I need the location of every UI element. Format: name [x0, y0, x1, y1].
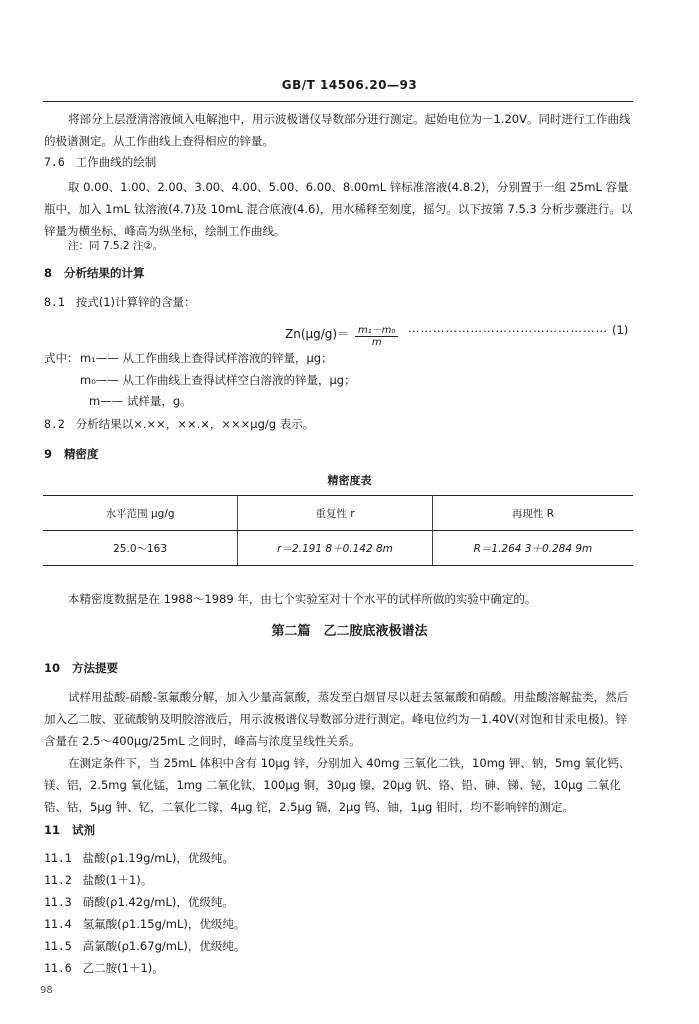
reagent-item — [44, 850, 234, 866]
table-header-cell: 再现性 R — [432, 496, 633, 531]
reagent-item — [44, 872, 152, 888]
section-8-1-line — [44, 294, 196, 310]
section-number: 8.2 — [44, 417, 65, 431]
section-text: 按式(1)计算锌的含量： — [75, 295, 196, 309]
where-item: m₀—— 从工作曲线上查得试样空白溶液的锌量，μg； — [80, 373, 356, 387]
formula-denominator: m — [371, 337, 382, 348]
zinc-formula — [285, 321, 398, 348]
section-10-paragraph-2: 在测定条件下，当 25mL 体积中含有 10μg 锌，分别加入 40mg 三氧化二铁，10mg 钾、钠，5mg 氧化钙、镁、铝，2.5mg 氧化锰，1mg 二氧化钛，100μg 铜，30μg 镍，20μg 钒、铬、铅、砷、锑、铋，10μg 二氧化锆、钴，5μg 钟、钇，二氧化二镓，4μg 铊，2.5μg 镉，2μg 钨、铀，1μg 钼时，均不影响锌的测定。 — [44, 756, 631, 814]
reagent-number: 11.4 — [44, 917, 72, 931]
section-text: 分析结果以×.××，××.×，×××μg/g 表示。 — [75, 417, 315, 431]
section-title: 工作曲线的绘制 — [75, 155, 157, 169]
table-cell: r＝2.191 8＋0.142 8m — [238, 531, 433, 566]
section-7-6-note: 注：同 7.5.2 注②。 — [68, 240, 164, 252]
page-number: 98 — [40, 985, 53, 996]
document-header: GB/T 14506.20—93 — [281, 78, 418, 92]
precision-note: 本精密度数据是在 1988～1989 年，由七个实验室对十个水平的试样所做的实验中确定的。 — [68, 592, 537, 606]
reagent-number: 11.6 — [44, 961, 72, 975]
reagent-number: 11.3 — [44, 895, 72, 909]
table-header-cell: 重复性 r — [238, 496, 433, 531]
reagent-text: 氢氟酸(ρ1.15g/mL)，优级纯。 — [82, 917, 246, 931]
section-8-2-line — [44, 416, 314, 432]
reagent-item — [44, 960, 164, 976]
part-2-title: 第二篇 乙二胺底液极谱法 — [271, 624, 428, 639]
section-title: 精密度 — [64, 447, 99, 461]
precision-table — [43, 495, 633, 566]
formula-leader-dots: ………………………………………… — [408, 321, 608, 335]
section-title: 方法提要 — [72, 661, 119, 675]
table-row — [43, 531, 633, 566]
table-header-cell: 水平范围 μg/g — [43, 496, 238, 531]
section-8-heading — [44, 265, 145, 281]
reagent-number: 11.5 — [44, 939, 72, 953]
section-number: 10 — [44, 661, 61, 675]
reagent-text: 盐酸(1＋1)。 — [82, 873, 153, 887]
section-7-6-heading — [44, 154, 156, 170]
section-number: 9 — [44, 447, 53, 461]
section-7-6-body-paragraph: 取 0.00、1.00、2.00、3.00、4.00、5.00、6.00、8.00mL 锌标准溶液(4.8.2)，分别置于一组 25mL 容量瓶中，加入 1mL 钛溶液(4.7)及 10mL 混合底液(4.6)，用水稀释至刻度，摇匀。以下按第 7.5.3 分析步骤进行。以锌量为横坐标，峰高为纵坐标，绘制工作曲线。 — [44, 180, 633, 238]
header-rule — [43, 101, 633, 102]
table-cell: 25.0～163 — [43, 531, 238, 566]
section-number: 8 — [44, 266, 53, 280]
reagent-text: 硝酸(ρ1.42g/mL)，优级纯。 — [82, 895, 234, 909]
section-7-5-tail-paragraph: 将部分上层澄清溶液倾入电解池中，用示波极谱仪导数部分进行测定。起始电位为－1.20V。同时进行工作曲线的极谱测定。从工作曲线上查得相应的锌量。 — [44, 112, 631, 148]
section-title: 分析结果的计算 — [64, 266, 145, 280]
section-title: 试剂 — [72, 823, 96, 837]
section-10-heading — [44, 660, 118, 676]
section-number: 7.6 — [44, 155, 65, 169]
table-header-row — [43, 496, 633, 531]
reagent-item — [44, 938, 245, 954]
reagent-text: 乙二胺(1＋1)。 — [82, 961, 164, 975]
where-item: m₁—— 从工作曲线上查得试样溶液的锌量，μg； — [80, 351, 333, 365]
reagent-number: 11.1 — [44, 851, 72, 865]
table-cell: R＝1.264 3＋0.284 9m — [432, 531, 633, 566]
reagent-item — [44, 894, 234, 910]
section-11-heading — [44, 822, 95, 838]
reagent-text: 高氯酸(ρ1.67g/mL)，优级纯。 — [82, 939, 246, 953]
section-10-paragraph-1: 试样用盐酸-硝酸-氢氟酸分解，加入少量高氯酸，蒸发至白烟冒尽以赶去氢氟酸和硝酸。用盐酸溶解盐类，然后加入乙二胺、亚硫酸钠及明胶溶液后，用示波极谱仪导数部分进行测定。峰电位约为－1.40V(对饱和甘汞电极)。锌含量在 2.5～400μg/25mL 之间时，峰高与浓度呈线性关系。 — [44, 690, 629, 748]
reagent-text: 盐酸(ρ1.19g/mL)，优级纯。 — [82, 851, 234, 865]
reagent-item — [44, 916, 245, 932]
section-number: 11 — [44, 823, 61, 837]
formula-numerator: m₁－m₀ — [355, 321, 399, 337]
formula-fraction — [355, 321, 399, 348]
section-number: 8.1 — [44, 295, 65, 309]
formula-lhs: Zn(μg/g)＝ — [285, 327, 350, 341]
section-9-heading — [44, 446, 99, 462]
where-label: 式中： — [44, 351, 79, 365]
formula-number: (1) — [612, 323, 629, 337]
table-caption: 精密度表 — [327, 474, 372, 487]
where-item: m—— 试样量，g。 — [89, 394, 192, 408]
reagent-number: 11.2 — [44, 873, 72, 887]
